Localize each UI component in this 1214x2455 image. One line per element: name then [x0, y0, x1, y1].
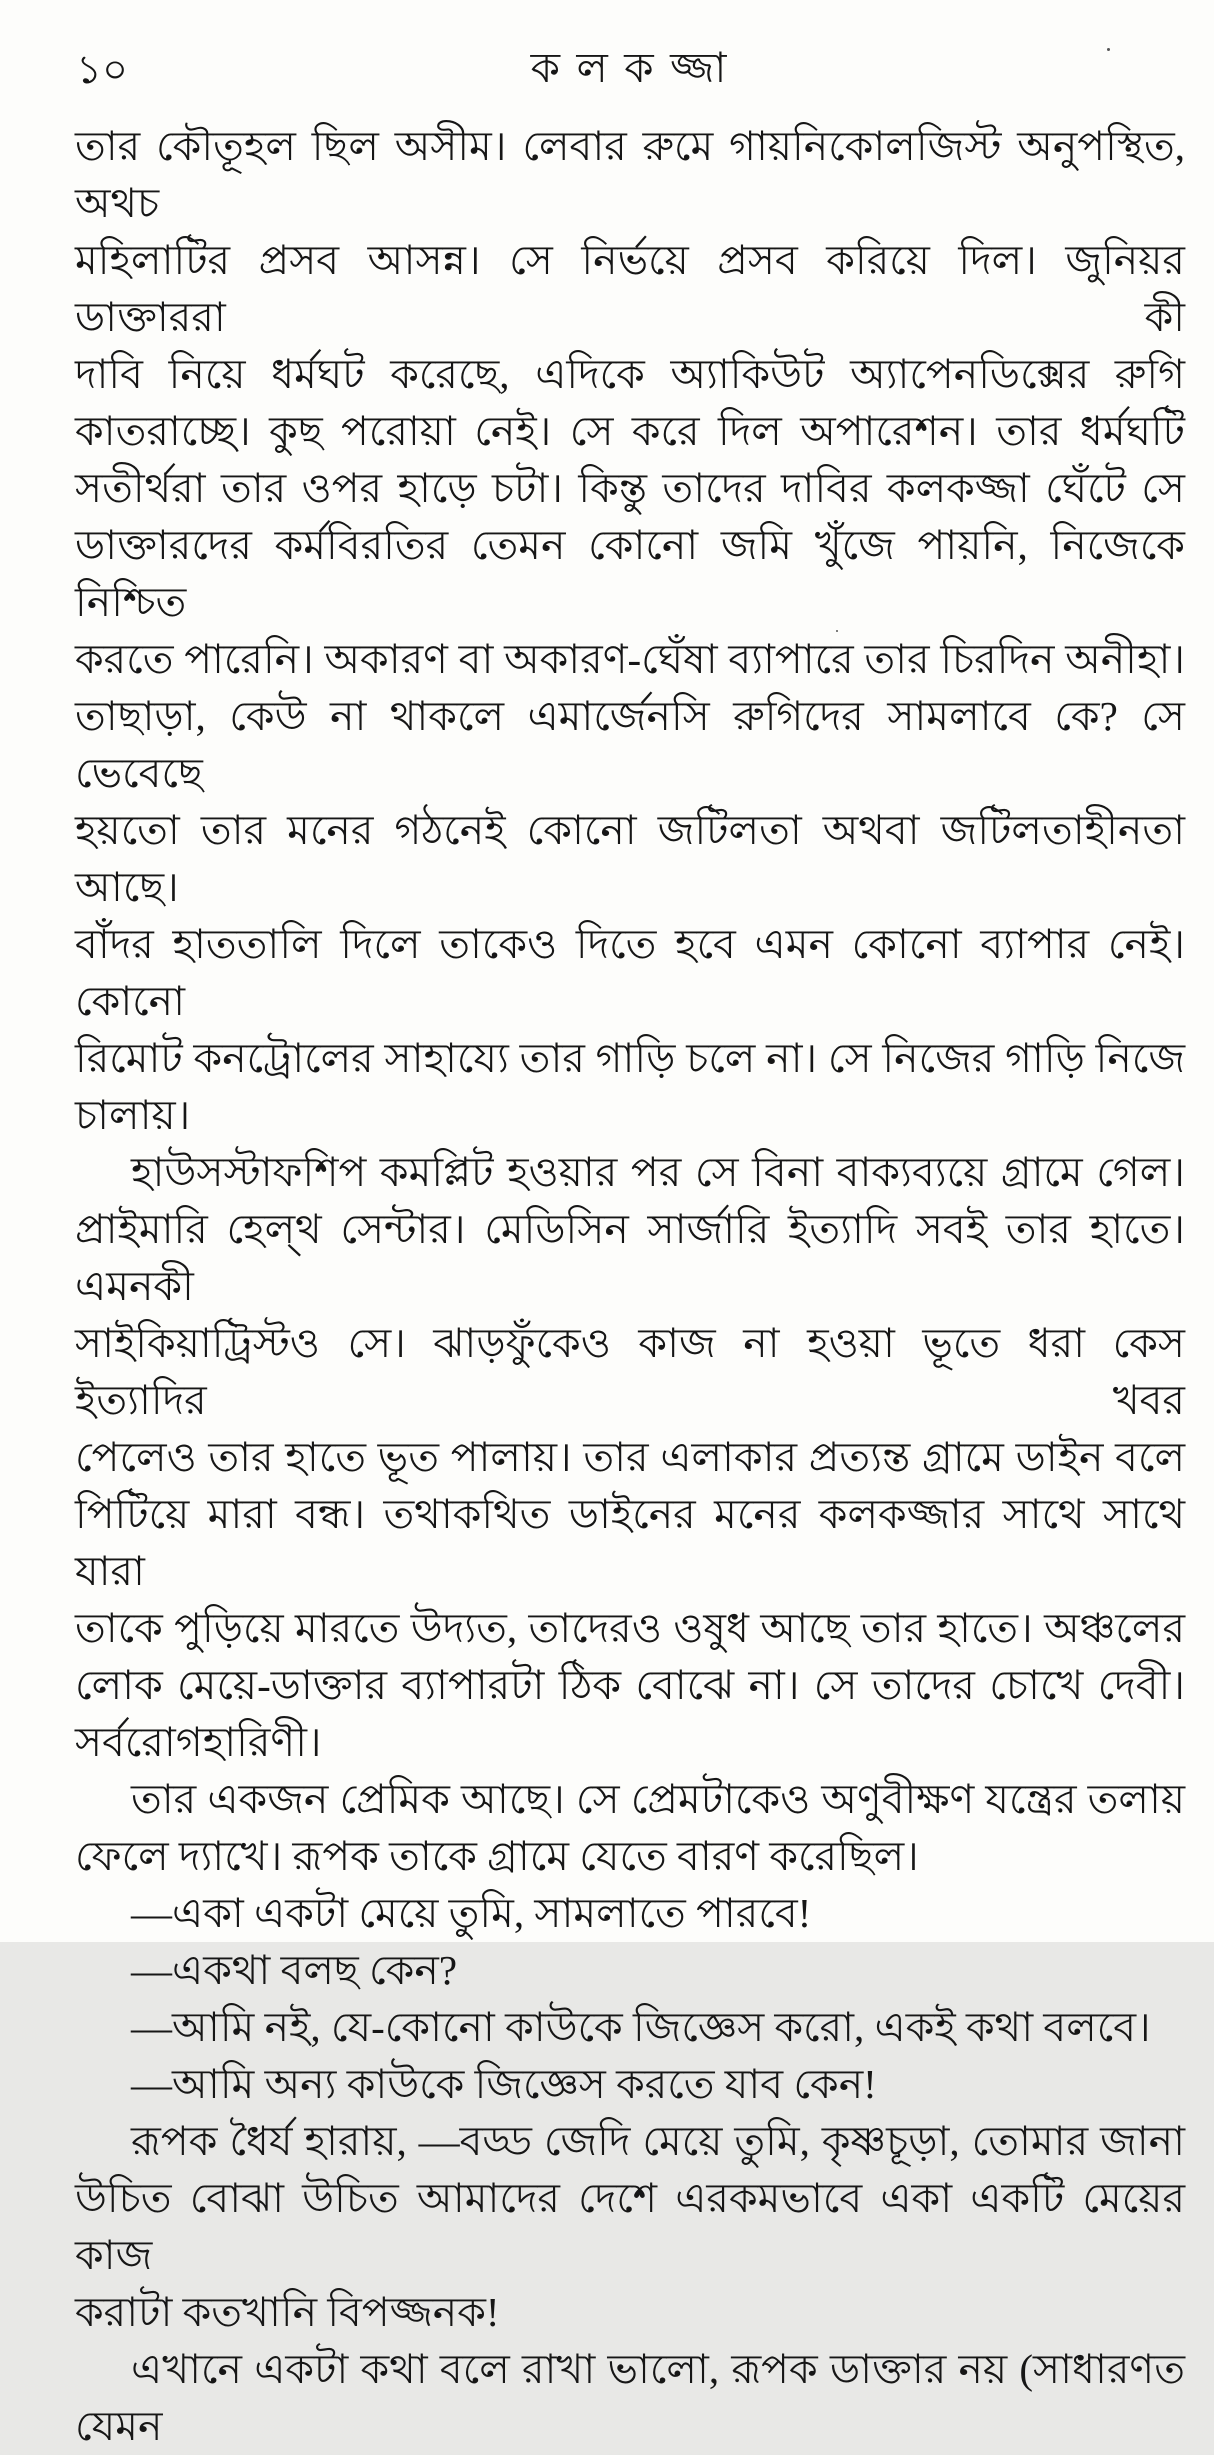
- text-line: ফেলে দ্যাখে। রূপক তাকে গ্রামে যেতে বারণ করেছিল।: [75, 1833, 919, 1879]
- text-line: রূপক ধৈর্য হারায়, —বড্ড জেদি মেয়ে তুমি, কৃষ্ণচূড়া, তোমার জানা: [131, 2118, 1185, 2164]
- text-line: মহিলাটির প্রসব আসন্ন। সে নির্ভয়ে প্রসব করিয়ে দিল। জুনিয়র ডাক্তাররা কী: [75, 237, 1185, 340]
- text-line: চালায়।: [75, 1092, 191, 1138]
- page-number: ১০: [76, 47, 128, 92]
- text-line: বাঁদর হাততালি দিলে তাকেও দিতে হবে এমন কোনো ব্যাপার নেই। কোনো: [75, 921, 1185, 1024]
- text-line: প্রাইমারি হেল্থ সেন্টার। মেডিসিন সার্জারি ইত্যাদি সবই তার হাতে। এমনকী: [75, 1206, 1185, 1309]
- text-line: —আমি নই, যে-কোনো কাউকে জিজ্ঞেস করো, একই কথা বলবে।: [131, 2004, 1151, 2050]
- book-title-header: ক ল ক জ্জা: [530, 46, 730, 92]
- text-line: পেলেও তার হাতে ভূত পালায়। তার এলাকার প্রত্যন্ত গ্রামে ডাইন বলে: [75, 1434, 1185, 1480]
- text-line: কাতরাচ্ছে। কুছ পরোয়া নেই। সে করে দিল অপারেশন। তার ধর্মঘটি: [75, 408, 1185, 454]
- text-line: —একা একটা মেয়ে তুমি, সামলাতে পারবে!: [131, 1890, 812, 1936]
- text-line: তাছাড়া, কেউ না থাকলে এমার্জেনসি রুগিদের সামলাবে কে? সে ভেবেছে: [75, 693, 1185, 796]
- scan-speck: [1107, 48, 1110, 51]
- scan-speck: [836, 630, 838, 632]
- text-line: —একথা বলছ কেন?: [131, 1947, 458, 1993]
- text-line: সাইকিয়াট্রিস্টও সে। ঝাড়ফুঁকেও কাজ না হওয়া ভূতে ধরা কেস ইত্যাদির খবর: [75, 1320, 1185, 1423]
- text-line: উচিত বোঝা উচিত আমাদের দেশে এরকমভাবে একা একটি মেয়ের কাজ: [75, 2175, 1185, 2278]
- text-line: সতীর্থরা তার ওপর হাড়ে চটা। কিন্তু তাদের দাবির কলকজ্জা ঘেঁটে সে: [75, 465, 1185, 511]
- body-text: [75, 118, 1185, 2455]
- text-line: পিটিয়ে মারা বন্ধ। তথাকথিত ডাইনের মনের কলকজ্জার সাথে সাথে যারা: [75, 1491, 1185, 1594]
- text-line: তার একজন প্রেমিক আছে। সে প্রেমটাকেও অণুবীক্ষণ যন্ত্রের তলায়: [131, 1776, 1185, 1822]
- text-line: —আমি অন্য কাউকে জিজ্ঞেস করতে যাব কেন!: [131, 2061, 877, 2107]
- text-line: হাউসস্টাফশিপ কমপ্লিট হওয়ার পর সে বিনা বাক্যব্যয়ে গ্রামে গেল।: [131, 1149, 1185, 1195]
- text-line: রিমোট কনট্রোলের সাহায্যে তার গাড়ি চলে না। সে নিজের গাড়ি নিজে: [75, 1035, 1185, 1081]
- text-line: দাবি নিয়ে ধর্মঘট করেছে, এদিকে অ্যাকিউট অ্যাপেনডিক্সের রুগি: [75, 351, 1185, 397]
- text-line: তাকে পুড়িয়ে মারতে উদ্যত, তাদেরও ওষুধ আছে তার হাতে। অঞ্চলের: [75, 1605, 1185, 1651]
- text-line: করতে পারেনি। অকারণ বা অকারণ-ঘেঁষা ব্যাপারে তার চিরদিন অনীহা।: [75, 636, 1185, 682]
- text-line: লোক মেয়ে-ডাক্তার ব্যাপারটা ঠিক বোঝে না। সে তাদের চোখে দেবী।: [75, 1662, 1185, 1708]
- text-line: হয়তো তার মনের গঠনেই কোনো জটিলতা অথবা জটিলতাহীনতা আছে।: [75, 807, 1185, 910]
- text-line: তার কৌতূহল ছিল অসীম। লেবার রুমে গায়নিকোলজিস্ট অনুপস্থিত, অথচ: [75, 123, 1185, 226]
- text-line: ডাক্তারদের কর্মবিরতির তেমন কোনো জমি খুঁজে পায়নি, নিজেকে নিশ্চিত: [75, 522, 1185, 625]
- text-line: করাটা কতখানি বিপজ্জনক!: [75, 2289, 500, 2335]
- text-line: এখানে একটা কথা বলে রাখা ভালো, রূপক ডাক্তার নয় (সাধারণত যেমন: [75, 2346, 1185, 2449]
- text-line: সর্বরোগহারিণী।: [75, 1719, 322, 1765]
